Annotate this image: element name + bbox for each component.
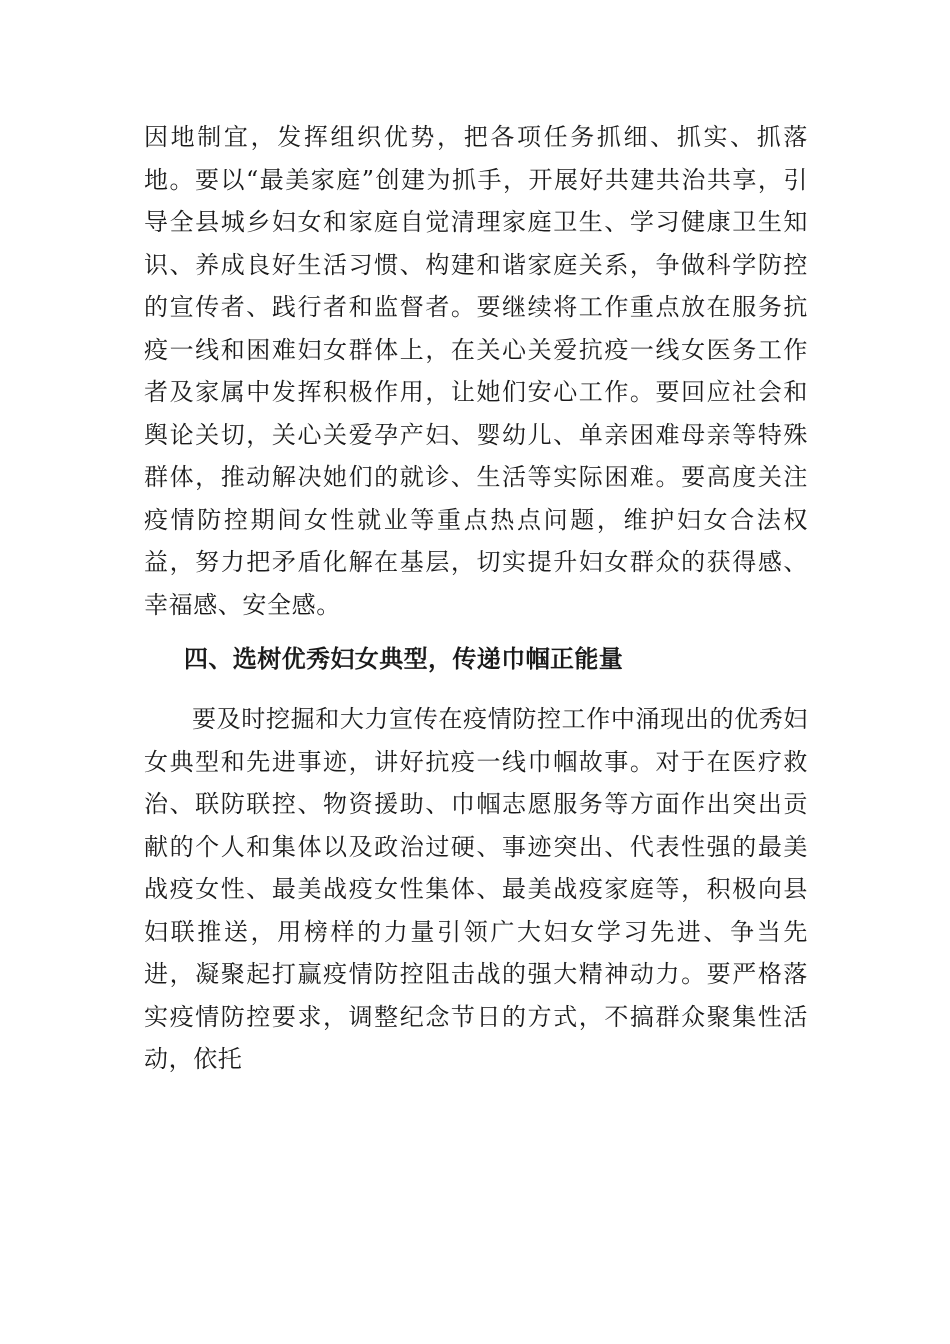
section-heading-four: 四、选树优秀妇女典型，传递巾帼正能量 bbox=[184, 645, 624, 673]
document-page bbox=[144, 116, 808, 1081]
body-paragraph-section-four: 要及时挖掘和大力宣传在疫情防控工作中涌现出的优秀妇女典型和先进事迹，讲好抗疫一线巾帼故事。对于在医疗救治、联防联控、物资援助、巾帼志愿服务等方面作出突出贡献的个人和集体以及政治过硬、事迹突出、代表性强的最美战疫女性、最美战疫女性集体、最美战疫家庭等，积极向县妇联推送，用榜样的力量引领广大妇女学习先进、争当先进，凝聚起打赢疫情防控阻击战的强大精神动力。要严格落实疫情防控要求，调整纪念节日的方式，不搞群众聚集性活动，依托 bbox=[144, 705, 808, 1073]
body-paragraph-continued: 因地制宜，发挥组织优势，把各项任务抓细、抓实、抓落地。要以“最美家庭”创建为抓手，开展好共建共治共享，引导全县城乡妇女和家庭自觉清理家庭卫生、学习健康卫生知识、养成良好生活习惯、构建和谐家庭关系，争做科学防控的宣传者、践行者和监督者。要继续将工作重点放在服务抗疫一线和困难妇女群体上，在关心关爱抗疫一线女医务工作者及家属中发挥积极作用，让她们安心工作。要回应社会和舆论关切，关心关爱孕产妇、婴幼儿、单亲困难母亲等特殊群体，推动解决她们的就诊、生活等实际困难。要高度关注疫情防控期间女性就业等重点热点问题，维护妇女合法权益，努力把矛盾化解在基层，切实提升妇女群众的获得感、幸福感、安全感。 bbox=[144, 123, 808, 619]
